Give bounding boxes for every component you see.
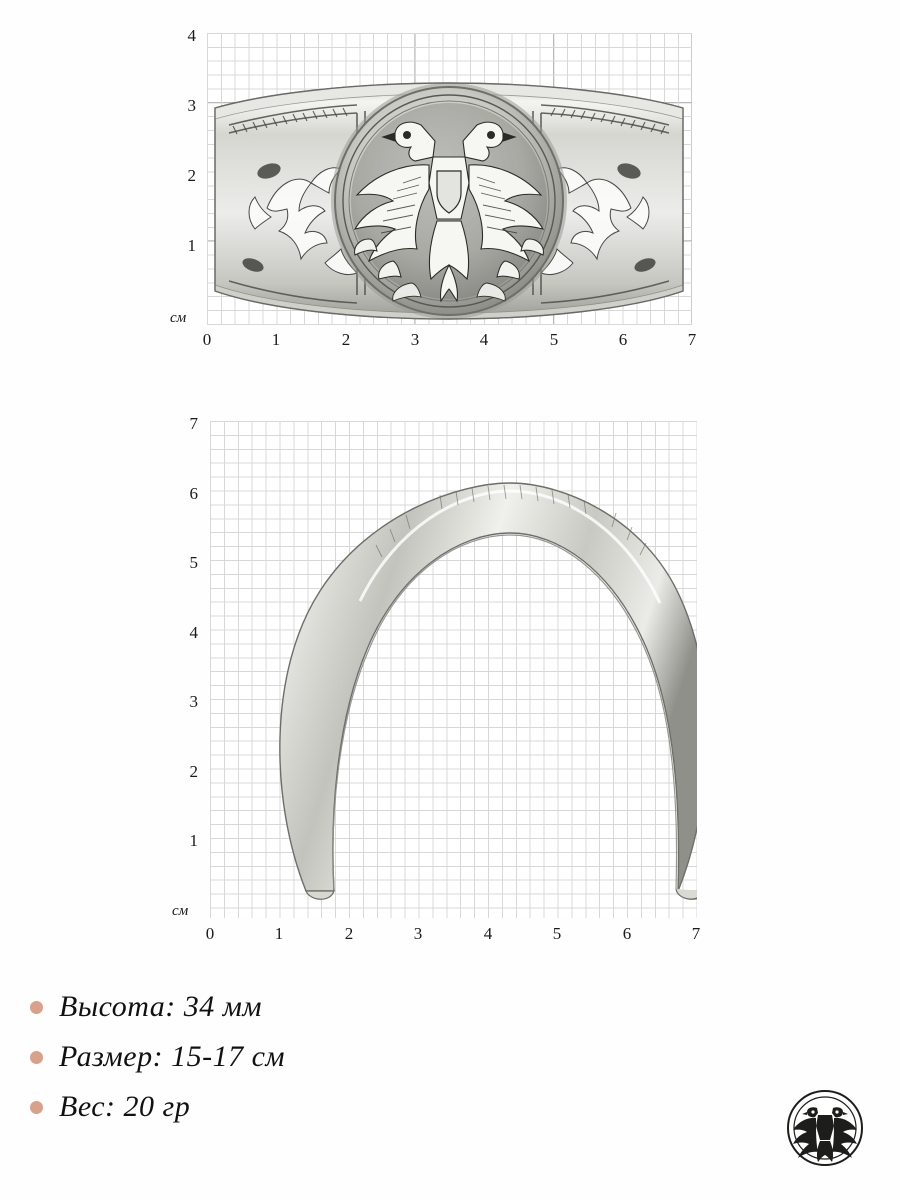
front-y-tick-4: 4 xyxy=(187,26,196,45)
front-y-tick-3: 3 xyxy=(187,96,196,115)
double-headed-eagle-logo xyxy=(785,1088,865,1168)
figure-front-view xyxy=(0,0,900,380)
profile-x-tick-3: 3 xyxy=(413,924,423,943)
profile-x-tick-7: 7 xyxy=(691,924,701,943)
bullet-icon xyxy=(30,1101,43,1114)
front-x-tick-2: 2 xyxy=(341,330,351,349)
figure-profile-view xyxy=(0,400,900,960)
specifications-list xyxy=(30,990,650,1140)
front-x-tick-3: 3 xyxy=(410,330,420,349)
bullet-icon xyxy=(30,1051,43,1064)
profile-y-tick-1: 1 xyxy=(189,831,198,850)
profile-view-grid-area xyxy=(210,421,697,918)
spec-size-text: Размер: 15-17 см xyxy=(59,1040,286,1073)
front-unit-label: см xyxy=(170,310,187,326)
profile-x-tick-6: 6 xyxy=(622,924,632,943)
front-view-grid-area xyxy=(207,33,692,325)
front-y-tick-1: 1 xyxy=(187,236,196,255)
profile-y-tick-4: 4 xyxy=(189,623,198,642)
spec-height-text: Высота: 34 мм xyxy=(59,990,263,1023)
front-x-tick-4: 4 xyxy=(479,330,489,349)
profile-x-tick-2: 2 xyxy=(344,924,354,943)
profile-unit-label: см xyxy=(172,903,189,919)
profile-x-tick-0: 0 xyxy=(205,924,215,943)
front-x-tick-6: 6 xyxy=(618,330,628,349)
spec-weight-text: Вес: 20 гр xyxy=(59,1090,191,1123)
front-x-tick-5: 5 xyxy=(549,330,559,349)
front-x-tick-0: 0 xyxy=(202,330,212,349)
spec-item-weight xyxy=(30,1090,650,1124)
bracelet-front-image xyxy=(207,33,692,325)
bracelet-profile-image xyxy=(210,421,697,918)
profile-y-tick-7: 7 xyxy=(189,414,198,433)
spec-item-height xyxy=(30,990,650,1024)
profile-x-tick-4: 4 xyxy=(483,924,493,943)
profile-y-tick-5: 5 xyxy=(189,553,198,572)
spec-item-size xyxy=(30,1040,650,1074)
front-y-tick-2: 2 xyxy=(187,166,196,185)
front-x-tick-1: 1 xyxy=(271,330,281,349)
profile-x-tick-1: 1 xyxy=(274,924,284,943)
bullet-icon xyxy=(30,1001,43,1014)
front-x-tick-7: 7 xyxy=(687,330,697,349)
profile-y-tick-3: 3 xyxy=(189,692,198,711)
profile-x-tick-5: 5 xyxy=(552,924,562,943)
profile-y-tick-6: 6 xyxy=(189,484,198,503)
profile-y-tick-2: 2 xyxy=(189,762,198,781)
